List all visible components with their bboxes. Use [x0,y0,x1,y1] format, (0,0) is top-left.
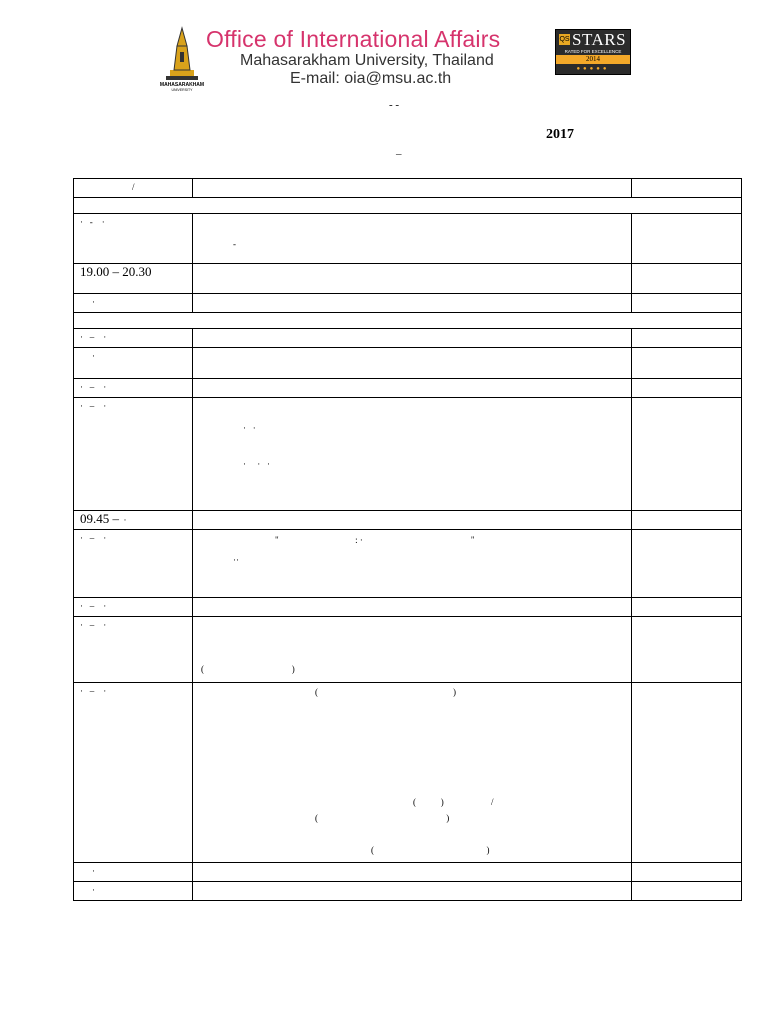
activity-cell [193,329,632,348]
activity-cell [193,264,632,294]
note-cell [632,264,742,294]
note-cell [632,598,742,617]
time-cell: · [74,882,193,901]
office-title: Office of International Affairs [206,26,501,52]
activity-cell [193,598,632,617]
note-cell [632,530,742,598]
stars-year: 2014 [556,55,630,64]
note-cell [632,617,742,683]
note-cell [632,294,742,313]
university-emblem-icon [152,22,212,92]
qs-stars-badge-icon [555,29,631,75]
emblem-caption2: UNIVERSITY [171,88,193,92]
header-cell-activity [193,179,632,198]
document-year: 2017 [546,127,574,142]
note-cell [632,511,742,530]
time-cell: 09.45 – · [74,511,193,530]
note-cell [632,214,742,264]
schedule-table [73,178,742,901]
activity-cell: ( ) ( ) / ( ) ( ) [193,683,632,863]
note-cell [632,348,742,379]
table-row [74,511,742,530]
office-subtitle: Mahasarakham University, Thailand [240,52,494,69]
activity-cell [193,294,632,313]
time-cell: · – · [74,398,193,511]
table-row [74,617,742,683]
time-cell: · - · [74,214,193,264]
table-row [74,530,742,598]
day-cell [74,313,742,329]
day-cell [74,198,742,214]
activity-cell: · · · · · [193,398,632,511]
time-cell: · – · [74,683,193,863]
activity-cell: ( ) [193,617,632,683]
table-row [74,214,742,264]
time-cell: · – · [74,598,193,617]
table-row [74,379,742,398]
subtitle-mark: – [396,148,402,160]
day-row [74,198,742,214]
table-row [74,264,742,294]
activity-cell [193,511,632,530]
table-row [74,598,742,617]
stars-word: STARS [572,30,627,49]
note-cell [632,329,742,348]
office-email: E-mail: oia@msu.ac.th [290,70,452,87]
time-cell: · – · [74,379,193,398]
activity-cell [193,882,632,901]
emblem-caption: MAHASARAKHAM [159,82,205,88]
header-cell-note [632,179,742,198]
table-row [74,294,742,313]
activity-cell [193,863,632,882]
stars-dots: ●●●●● [576,66,610,72]
note-cell [632,863,742,882]
table-row [74,882,742,901]
activity-cell: " : · " ·· [193,530,632,598]
table-row [74,683,742,863]
time-cell: · [74,348,193,379]
table-row [74,329,742,348]
qs-logo: QS [559,36,570,43]
header-cell-time: / [74,179,193,198]
table-header-row [74,179,742,198]
table-row [74,348,742,379]
stars-rated: RATED FOR EXCELLENCE [564,49,622,54]
title-mark: - - [389,99,400,111]
time-cell: 19.00 – 20.30 [74,264,193,294]
time-cell: · – · [74,530,193,598]
letterhead [0,0,768,100]
note-cell [632,379,742,398]
time-cell: · [74,863,193,882]
time-cell: · – · [74,617,193,683]
activity-cell [193,348,632,379]
activity-cell: - [193,214,632,264]
activity-cell [193,379,632,398]
note-cell [632,398,742,511]
day-row [74,313,742,329]
note-cell [632,882,742,901]
time-cell: · – · [74,329,193,348]
table-row [74,863,742,882]
time-cell: · [74,294,193,313]
note-cell [632,683,742,863]
table-row [74,398,742,511]
